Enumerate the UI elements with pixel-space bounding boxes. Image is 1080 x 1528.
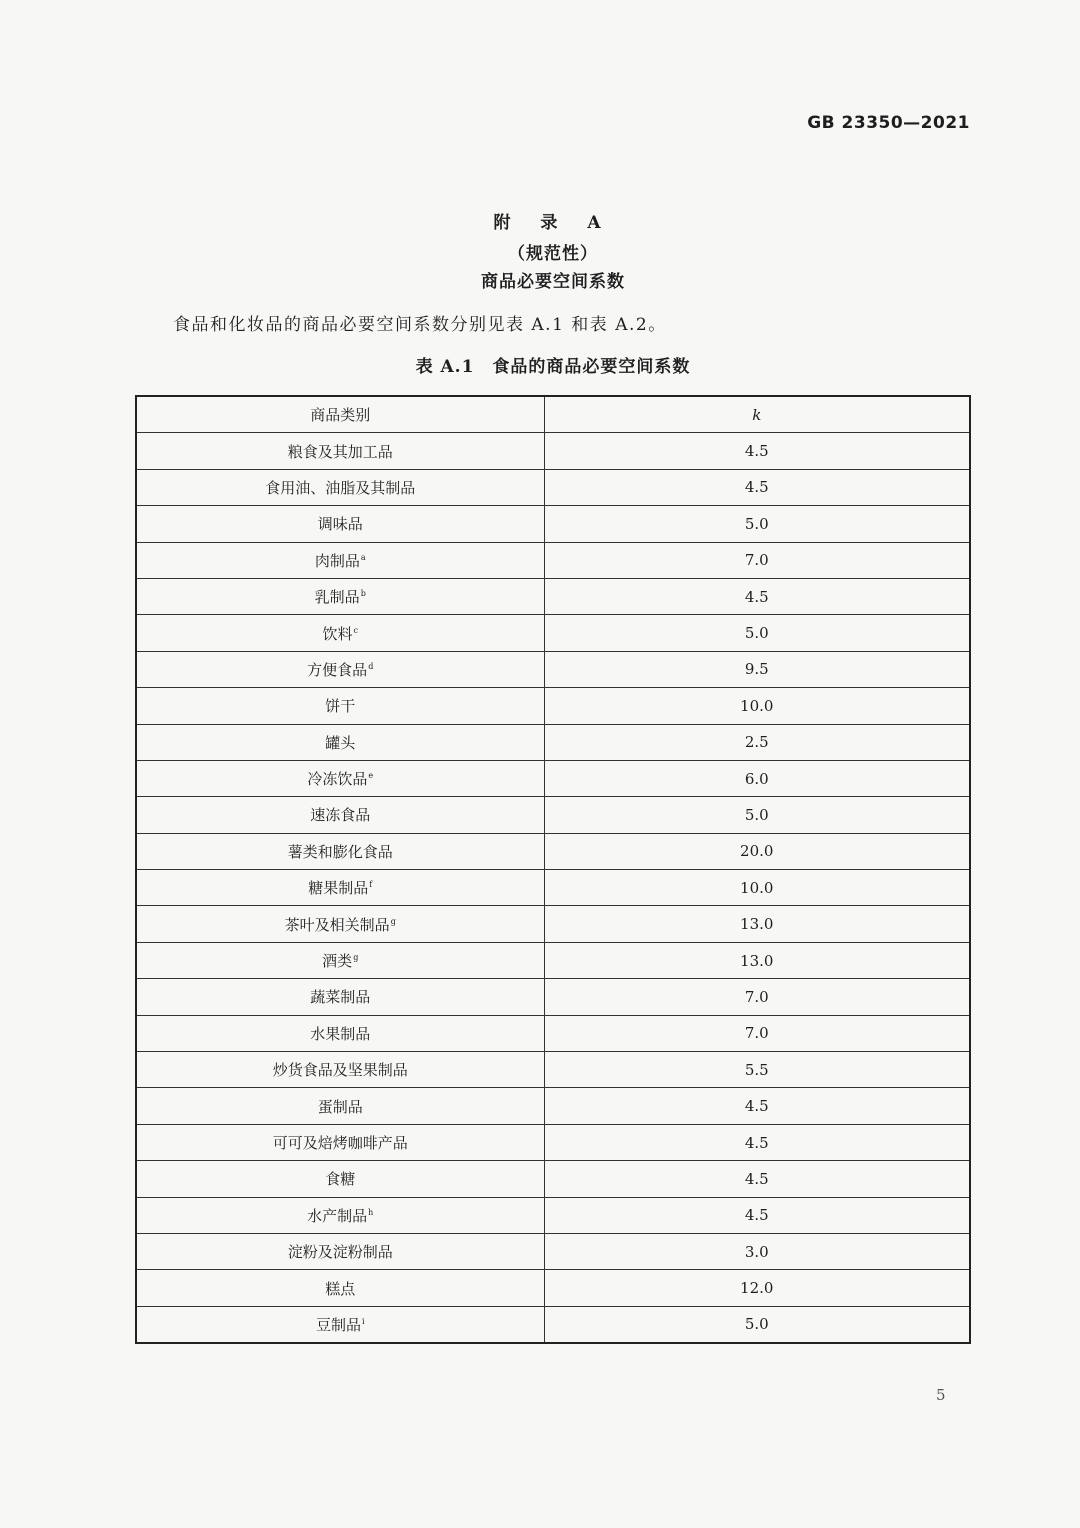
table-row xyxy=(136,724,970,760)
k-value-cell: 5.0 xyxy=(544,1306,970,1343)
k-value-cell: 7.0 xyxy=(544,542,970,578)
table-row xyxy=(136,578,970,614)
table-row xyxy=(136,506,970,542)
table-row xyxy=(136,688,970,724)
k-value-cell: 10.0 xyxy=(544,688,970,724)
table-row xyxy=(136,1233,970,1269)
footnote-marker: b xyxy=(360,589,366,599)
footnote-marker: d xyxy=(368,661,374,671)
category-cell xyxy=(136,1015,544,1051)
page-number: 5 xyxy=(936,1386,946,1404)
table-header-row xyxy=(136,396,970,433)
table-row xyxy=(136,979,970,1015)
category-cell xyxy=(136,688,544,724)
table-row xyxy=(136,797,970,833)
table-row xyxy=(136,1270,970,1306)
category-cell xyxy=(136,1052,544,1088)
category-label: 糕点 xyxy=(325,1279,356,1298)
category-cell xyxy=(136,1233,544,1269)
category-cell xyxy=(136,469,544,505)
category-cell xyxy=(136,1088,544,1124)
header-category: 商品类别 xyxy=(136,396,544,433)
table-row xyxy=(136,942,970,978)
category-label: 炒货食品及坚果制品 xyxy=(272,1061,408,1080)
footnote-marker: g xyxy=(353,953,359,963)
table-row xyxy=(136,651,970,687)
table-row xyxy=(136,1161,970,1197)
category-label: 罐头 xyxy=(325,733,356,752)
table-caption: 表 A.1 食品的商品必要空间系数 xyxy=(415,357,691,377)
k-value-cell: 7.0 xyxy=(544,1015,970,1051)
k-value-cell: 4.5 xyxy=(544,433,970,469)
k-value-cell: 13.0 xyxy=(544,906,970,942)
coefficient-table xyxy=(135,395,971,1344)
table-row xyxy=(136,906,970,942)
category-cell xyxy=(136,433,544,469)
category-label: 淀粉及淀粉制品 xyxy=(287,1243,393,1262)
category-cell xyxy=(136,615,544,651)
category-label: 粮食及其加工品 xyxy=(287,442,393,461)
footnote-marker: e xyxy=(368,771,374,781)
k-value-cell: 13.0 xyxy=(544,942,970,978)
category-label: 乳制品 xyxy=(314,588,360,607)
footnote-marker: f xyxy=(369,880,373,890)
appendix-normative-label: （规范性） xyxy=(508,244,598,264)
footnote-marker: i xyxy=(361,1316,365,1326)
category-cell xyxy=(136,1161,544,1197)
table-body xyxy=(136,433,970,1343)
category-cell xyxy=(136,1270,544,1306)
table-row xyxy=(136,615,970,651)
k-value-cell: 7.0 xyxy=(544,979,970,1015)
table-row xyxy=(136,1124,970,1160)
table-row xyxy=(136,870,970,906)
category-label: 水产制品 xyxy=(307,1206,368,1225)
category-label: 水果制品 xyxy=(310,1024,371,1043)
document-number: GB 23350—2021 xyxy=(807,113,970,133)
k-value-cell: 3.0 xyxy=(544,1233,970,1269)
category-cell xyxy=(136,833,544,869)
k-value-cell: 5.5 xyxy=(544,1052,970,1088)
category-label: 调味品 xyxy=(317,515,363,534)
table-row xyxy=(136,1088,970,1124)
category-label: 方便食品 xyxy=(307,660,368,679)
category-cell xyxy=(136,1197,544,1233)
category-label: 酒类 xyxy=(322,952,353,971)
category-label: 饮料 xyxy=(322,624,353,643)
category-label: 食用油、油脂及其制品 xyxy=(265,478,416,497)
k-value-cell: 10.0 xyxy=(544,870,970,906)
k-value-cell: 4.5 xyxy=(544,578,970,614)
category-label: 糖果制品 xyxy=(308,879,369,898)
category-label: 可可及焙烤咖啡产品 xyxy=(272,1134,408,1152)
footnote-marker: g xyxy=(390,916,396,926)
category-cell xyxy=(136,942,544,978)
category-label: 冷冻饮品 xyxy=(307,770,368,789)
header-k: k xyxy=(544,396,970,433)
category-label: 薯类和膨化食品 xyxy=(287,842,393,861)
k-value-cell: 4.5 xyxy=(544,469,970,505)
k-value-cell: 6.0 xyxy=(544,760,970,796)
category-cell xyxy=(136,724,544,760)
category-cell xyxy=(136,1306,544,1343)
category-label: 速冻食品 xyxy=(310,806,371,825)
k-value-cell: 4.5 xyxy=(544,1088,970,1124)
table-row xyxy=(136,433,970,469)
k-value-cell: 5.0 xyxy=(544,615,970,651)
table-row xyxy=(136,1015,970,1051)
appendix-title: 商品必要空间系数 xyxy=(481,272,625,292)
table-row xyxy=(136,542,970,578)
table-row xyxy=(136,760,970,796)
category-label: 肉制品 xyxy=(314,551,360,570)
k-value-cell: 5.0 xyxy=(544,506,970,542)
footnote-marker: h xyxy=(368,1207,374,1217)
category-cell xyxy=(136,578,544,614)
category-cell xyxy=(136,906,544,942)
category-cell xyxy=(136,506,544,542)
table-row xyxy=(136,1197,970,1233)
intro-paragraph: 食品和化妆品的商品必要空间系数分别见表 A.1 和表 A.2。 xyxy=(173,315,667,335)
category-label: 饼干 xyxy=(325,697,356,716)
table-row xyxy=(136,1052,970,1088)
table-row xyxy=(136,469,970,505)
category-label: 蛋制品 xyxy=(317,1097,363,1116)
k-value-cell: 4.5 xyxy=(544,1197,970,1233)
k-value-cell: 12.0 xyxy=(544,1270,970,1306)
category-label: 食糖 xyxy=(325,1170,356,1189)
category-cell xyxy=(136,870,544,906)
category-cell xyxy=(136,979,544,1015)
category-cell xyxy=(136,760,544,796)
table-row xyxy=(136,833,970,869)
category-label: 蔬菜制品 xyxy=(310,988,371,1007)
appendix-label: 附 录 A xyxy=(493,213,613,233)
category-label: 豆制品 xyxy=(315,1315,361,1334)
category-cell xyxy=(136,1124,544,1160)
category-cell xyxy=(136,651,544,687)
category-cell xyxy=(136,542,544,578)
k-value-cell: 9.5 xyxy=(544,651,970,687)
k-value-cell: 2.5 xyxy=(544,724,970,760)
k-value-cell: 20.0 xyxy=(544,833,970,869)
category-label: 茶叶及相关制品 xyxy=(284,915,390,934)
table-row xyxy=(136,1306,970,1343)
k-value-cell: 5.0 xyxy=(544,797,970,833)
footnote-marker: c xyxy=(353,625,358,635)
category-cell xyxy=(136,797,544,833)
k-value-cell: 4.5 xyxy=(544,1124,970,1160)
k-value-cell: 4.5 xyxy=(544,1161,970,1197)
footnote-marker: a xyxy=(360,552,366,562)
